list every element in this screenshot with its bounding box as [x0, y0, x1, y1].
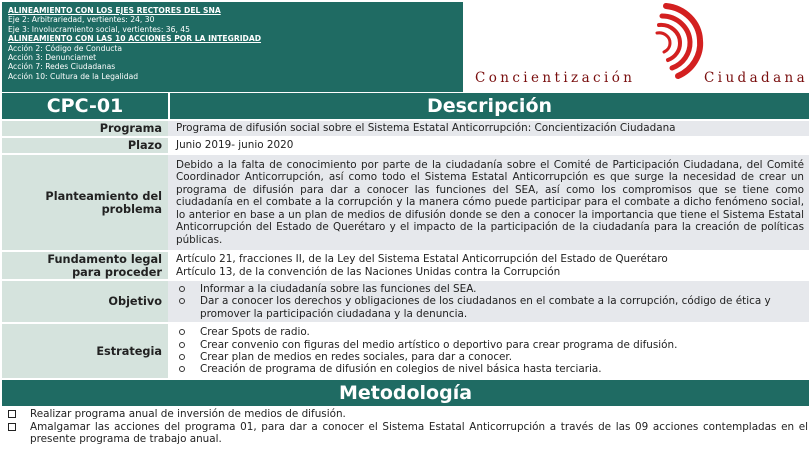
fundamento-line: Artículo 21, fracciones II, de la Ley del Sistema Estatal Anticorrupción del Estado de Querétaro [176, 253, 668, 266]
eje-item: Eje 2: Arbitrariedad, vertientes: 24, 30 [8, 15, 155, 25]
row-objetivo [2, 281, 809, 322]
label-fundamento: Fundamento legal para proceder [2, 252, 168, 279]
estrategia-item: Crear plan de medios en redes sociales, para dar a conocer. [176, 351, 804, 363]
estrategia-item: Crear Spots de radio. [176, 326, 804, 338]
metodologia-item: Realizar programa anual de inversión de medios de difusión. [8, 408, 808, 421]
metodologia-list [8, 408, 808, 446]
label-plazo: Plazo [2, 138, 168, 153]
metodologia-title: Metodología [2, 380, 809, 406]
acciones-heading: ALINEAMIENTO CON LAS 10 ACCIONES POR LA INTEGRIDAD [8, 34, 262, 44]
objetivo-item: Dar a conocer los derechos y obligaciones de los ciudadanos en el combate a la corrupción, código de ética y promover la participación ciudadana y la denuncia. [176, 295, 804, 320]
value-objetivo [168, 281, 809, 322]
label-planteamiento: Planteamiento del problema [2, 155, 168, 250]
ejes-heading: ALINEAMIENTO CON LOS EJES RECTORES DEL SNA [8, 6, 221, 15]
value-fundamento [168, 252, 809, 279]
label-programa: Programa [2, 121, 168, 136]
row-planteamiento [2, 155, 809, 250]
metodologia-item: Amalgamar las acciones del programa 01, para dar a conocer el Sistema Estatal Anticorrupción a través de las 09 acciones contempladas en el presente programa de trabajo anual. [8, 421, 808, 446]
accion-item: Acción 2: Código de Conducta [8, 43, 123, 53]
row-programa [2, 121, 809, 136]
estrategia-item: Crear convenio con figuras del medio artístico o deportivo para crear programa de difusión. [176, 339, 804, 351]
accion-item: Acción 3: Denunciamet [8, 53, 97, 63]
row-plazo [2, 138, 809, 153]
value-plazo: Junio 2019- junio 2020 [168, 138, 809, 153]
description-title: Descripción [170, 93, 809, 119]
value-planteamiento: Debido a la falta de conocimiento por parte de la ciudadanía sobre el Comité de Participación Ciudadana, del Comité Coordinador Anticorrupción, así como todo el Sistema Estatal Anticorrupción es que surge la necesidad de crear un programa de difusión para dar a conocer las funciones del SEA, así como los compromisos que se tiene como ciudadanía en el combate a la corrupción y la manera cómo puede participar para el combate a dicho fenómeno social, lo anterior en base a un plan de medios de difusión donde se den a conocer la importancia que tiene el Sistema Estatal Anticorrupción del Estado de Querétaro y el impacto de la participación de la ciudadanía para la creación de políticas públicas. [168, 155, 809, 250]
alignment-box [2, 2, 463, 92]
concientizacion-logo [468, 0, 811, 92]
accion-item: Acción 7: Redes Ciudadanas [8, 62, 116, 72]
row-fundamento [2, 252, 809, 279]
value-estrategia [168, 324, 809, 378]
logo-word-ciudadana: Ciudadana [704, 70, 809, 86]
objetivo-item: Informar a la ciudadanía sobre las funciones del SEA. [176, 283, 804, 295]
label-objetivo: Objetivo [2, 281, 168, 322]
estrategia-item: Creación de programa de difusión en colegios de nivel básica hasta terciaria. [176, 363, 804, 375]
logo-word-concientizacion: Concientización [475, 70, 636, 86]
accion-item: Acción 10: Cultura de la Legalidad [8, 71, 139, 81]
label-estrategia: Estrategia [2, 324, 168, 378]
value-programa: Programa de difusión social sobre el Sistema Estatal Anticorrupción: Concientización Ciudadana [168, 121, 809, 136]
eje-item: Eje 3: Involucramiento social, vertientes: 36, 45 [8, 24, 190, 34]
row-estrategia [2, 324, 809, 378]
fundamento-line: Artículo 13, de la convención de las Naciones Unidas contra la Corrupción [176, 265, 561, 278]
program-code: CPC-01 [2, 93, 168, 119]
